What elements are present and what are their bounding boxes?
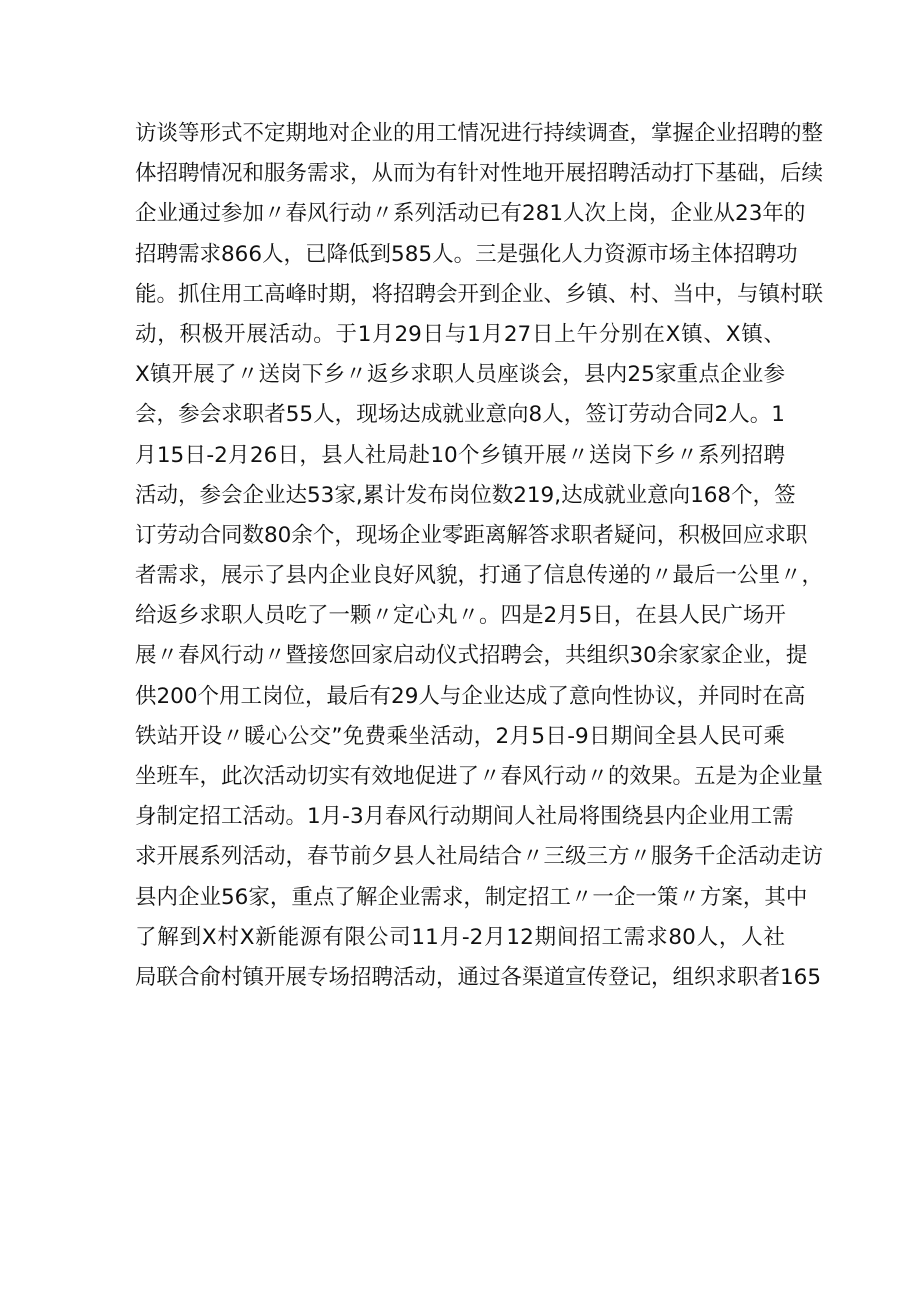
text-line-11: 订劳动合同数80余个，现场企业零距离解答求职者疑问，积极回应求职 bbox=[135, 522, 808, 548]
text-line-18: 身制定招工活动。1月-3月春风行动期间人社局将围绕县内企业用工需 bbox=[135, 804, 794, 830]
text-line-1: 访谈等形式不定期地对企业的用工情况进行持续调查，掌握企业招聘的整 bbox=[135, 121, 824, 146]
text-line-4: 招聘需求866人，已降低到585人。三是强化人力资源市场主体招聘功 bbox=[135, 241, 798, 267]
text-line-7: X镇开展了〃送岗下乡〃返乡求职人员座谈会，县内25家重点企业参 bbox=[135, 362, 785, 388]
text-line-20: 县内企业56家，重点了解企业需求，制定招工〃一企一策〃方案，其中 bbox=[135, 884, 808, 910]
text-line-6: 动，积极开展活动。于1月29日与1月27日上午分别在X镇、X镇、 bbox=[135, 321, 785, 347]
text-line-3: 企业通过参加〃春风行动〃系列活动已有281人次上岗，企业从23年的 bbox=[135, 201, 806, 227]
text-line-15: 供200个用工岗位，最后有29人与企业达成了意向性协议，并同时在高 bbox=[135, 683, 806, 709]
text-line-5: 能。抓住用工高峰时期，将招聘会开到企业、乡镇、村、当中，与镇村联 bbox=[135, 281, 824, 307]
text-line-17: 坐班车，此次活动切实有效地促进了〃春风行动〃的效果。五是为企业量 bbox=[135, 764, 824, 789]
text-line-16: 铁站开设〃暖心公交”免费乘坐活动，2月5日-9日期间全县人民可乘 bbox=[135, 723, 785, 749]
text-line-13: 给返乡求职人员吃了一颗〃定心丸〃。四是2月5日，在县人民广场开 bbox=[135, 603, 786, 629]
text-line-9: 月15日-2月26日，县人社局赴10个乡镇开展〃送岗下乡〃系列招聘 bbox=[135, 442, 785, 468]
text-line-22: 局联合俞村镇开展专场招聘活动，通过各渠道宣传登记，组织求职者165 bbox=[135, 964, 822, 990]
text-line-21: 了解到X村X新能源有限公司11月-2月12期间招工需求80人，人社 bbox=[135, 924, 785, 950]
text-line-12: 者需求，展示了县内企业良好风貌，打通了信息传递的〃最后一公里〃， bbox=[135, 563, 824, 589]
text-line-19: 求开展系列活动，春节前夕县人社局结合〃三级三方〃服务千企活动走访 bbox=[135, 844, 824, 870]
body-paragraph bbox=[135, 114, 824, 998]
text-line-8: 会，参会求职者55人，现场达成就业意向8人，签订劳动合同2人。1 bbox=[135, 402, 785, 428]
text-line-10: 活动，参会企业达53家,累计发布岗位数219,达成就业意向168个，签 bbox=[135, 482, 796, 508]
text-line-2: 体招聘情况和服务需求，从而为有针对性地开展招聘活动打下基础，后续 bbox=[135, 161, 824, 187]
text-line-14: 展〃春风行动〃暨接您回家启动仪式招聘会，共组织30余家家企业，提 bbox=[135, 643, 808, 669]
